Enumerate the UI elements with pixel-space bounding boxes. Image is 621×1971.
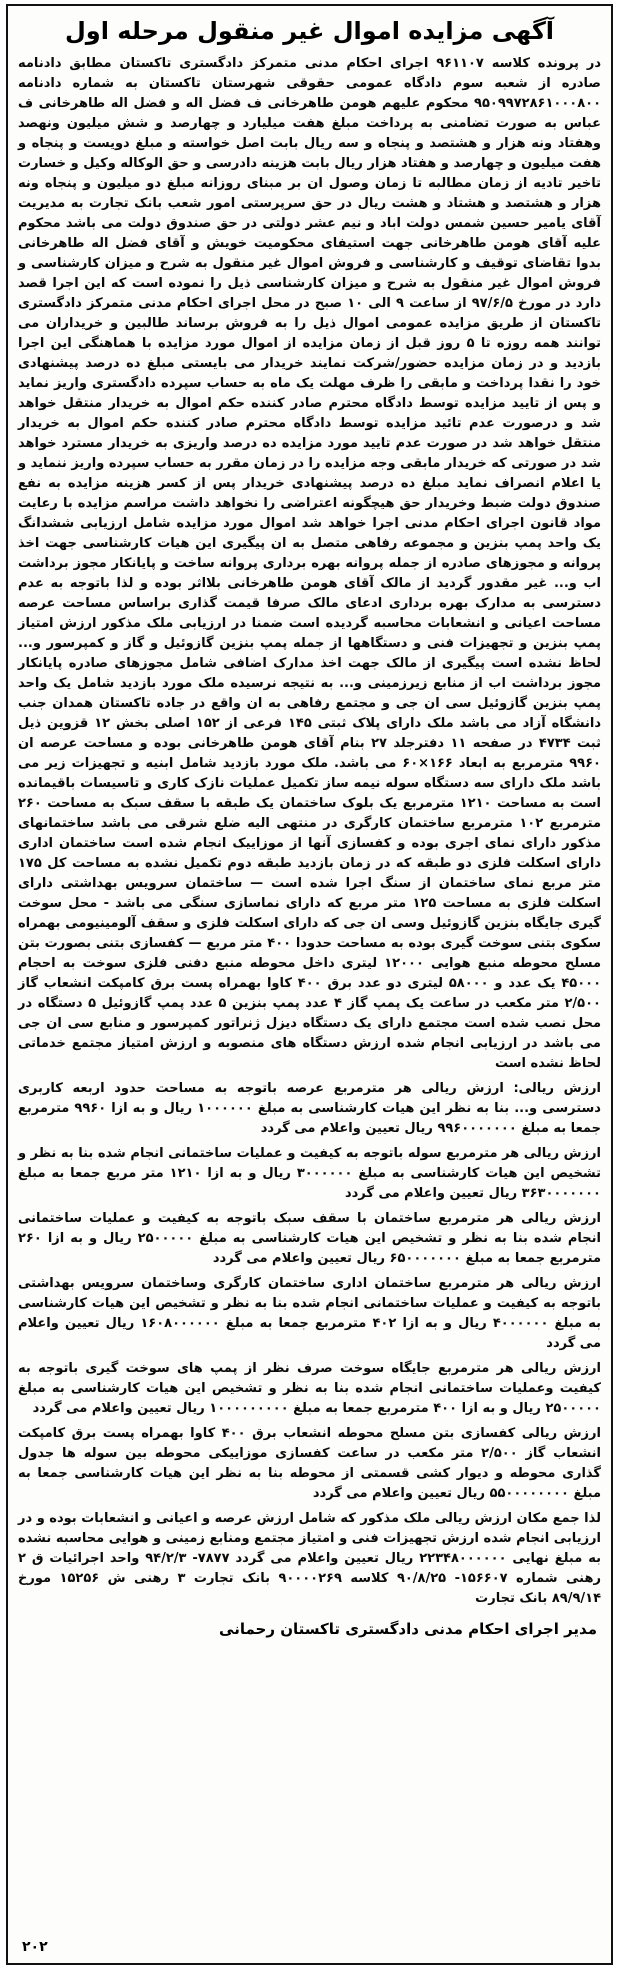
notice-paragraph-intro: در پرونده کلاسه ۹۶۱۱۰۷ اجرای احکام مدنی متمرکز دادگستری تاکستان مطابق دادنامه صادره از شعبه سوم دادگاه عمومی حقوقی شهرستان تاکستان به شماره دادنامه ۹۵۰۹۹۷۲۸۶۱۰۰۰۸۰۰ محکوم علیهم هومن طاهرخانی ف فضل اله و فضل اله طاهرخانی ف عباس به صورت تضامنی به پرداخت مبلغ هفت میلیارد و چهارصد و شش میلیون ونهصد وهفتاد ونه هزار و هشتصد و پنجاه و سه ریال بابت اصل خواسته و مبلغ دویست و پنجاه و هفت میلیون و چهارصد و هفتاد هزار ریال بابت هزینه دادرسی و حق الوکاله وکیل و خسارت تاخیر تادیه از زمان مطالبه تا زمان وصول ان بر مبنای روزانه مبلغ دو میلیون و پنجاه ونه هزار و هشتصد و هشتاد و هشت ریال در حق سرپرستی امور شعب بانک تجارت به مدیریت آقای یامیر حسین شمس دولت اباد و نیم عشر دولتی در حق صندوق دولت می باشد محکوم علیه آقای هومن طاهرخانی جهت استیفای محکومیت خویش و آقای فضل اله طاهرخانی بدوا تقاضای توقیف و کارشناسی و فروش اموال غیر منقول به شرح و میزان کارشناسی و فروش اموال غیر منقول به شرح و میزان کارشناسی ذیل را نموده است که این اجرا قصد دارد در مورخ ۹۷/۶/۵ از ساعت ۹ الی ۱۰ صبح در محل اجرای احکام مدنی متمرکز دادگستری تاکستان از طریق مزایده عمومی اموال ذیل را به فروش برساند طالبین و خریداران می توانند همه روزه تا ۵ روز قبل از زمان مزایده از اموال مورد مزایده با هماهنگی این اجرا بازدید و در زمان مزایده حضور/شرکت نمایند خریدار می بایستی مبلغ ده درصد پیشنهادی خود را نقدا پرداخت و مابقی را ظرف مهلت یک ماه به حساب سپرده دادگستری واریز نماید و پس از تایید مزایده توسط دادگاه محترم صادر کننده حکم اموال به خریدار منتقل خواهد شد و درصورت عدم تائید مزایده توسط دادگاه محترم صادر کننده حکم اموال به خریدار منتقل خواهد شد در صورت عدم تایید مورد مزایده ده درصد واریزی به خریدار مسترد خواهد شد در صورتی که خریدار مابقی وجه مزایده را در زمان مقرر به حساب سپرده واریز ننماید و یا اعلام انصراف نماید مبلغ ده درصد پیشنهادی خریدار پس از کسر هزینه مزایده به نفع صندوق دولت ضبط وخریدار حق هیچگونه اعتراضی را نخواهد داشت مراسم مزایده با رعایت مواد قانون اجرای احکام مدنی اجرا خواهد شد اموال مورد مزایده شامل ارزیابی ششدانگ یک واحد پمپ بنزین و مجموعه رفاهی متصل به ان پیگیری این هیات کارشناسی جهت اخذ پروانه و مجوزهای صادره از جمله پروانه بهره برداری پروانه ساخت و پایانکار مجوز برداشت اب و... غیر مقدور گردید از مالک آقای هومن طاهرخانی بلااثر بوده و لذا باتوجه به عدم دسترسی به مدارک بهره برداری ادعای مالک صرفا قیمت گذاری براساس مساحت عرصه مساحت اعیانی و انشعابات محاسبه گردیده است ضمنا در ارزیابی ملک مذکور ارزش امتیاز پمپ بنزین و تجهیزات فنی و دستگاهها از جمله پمپ بنزین گازوئیل و گاز و کمپرسور و... لحاظ نشده است پیگیری از مالک جهت اخذ مدارک اضافی شامل مجوزهای صادره پایانکار مجوز برداشت اب از منابع زیرزمینی و... به نتیجه نرسیده ملک مورد بازدید شامل یک واحد پمپ بنزین گازوئیل سی ان جی و مجتمع رفاهی به ان واقع در جاده تاکستان همدان جنب دانشگاه آزاد می باشد ملک دارای پلاک ثبتی ۱۴۵ فرعی از ۱۵۲ اصلی بخش ۱۲ قزوین ذیل ثبت ۴۷۳۴ در صفحه ۱۱ دفترجلد ۲۷ بنام آقای هومن طاهرخانی بوده و مساحت عرصه ان ۹۹۶۰ مترمربع به ابعاد ۱۶۶×۶۰ می باشد. ملک مورد بازدید شامل ابنیه و تجهیزات زیر می باشد ملک دارای سه دستگاه سوله نیمه ساز تکمیل عملیات نازک کاری و تاسیسات باقیمانده است به مساحت ۱۲۱۰ مترمربع یک بلوک ساختمان یک طبقه با سقف سبک به مساحت ۲۶۰ مترمربع ۱۰۲ مترمربع ساختمان کارگری در منتهی الیه ضلع شرقی می باشد ساختمانهای مذکور دارای نمای اجری بوده و کفسازی آنها از موزاییک انجام شده است ساختمان اداری دارای اسکلت فلزی دو طبقه که در زمان بازدید طبقه دوم تکمیل نشده به مساحت کل ۱۷۵ متر مربع نمای ساختمان از سنگ اجرا شده است — ساختمان سرویس بهداشتی دارای اسکلت فلزی به مساحت ۱۲۵ متر مربع که دارای نماسازی سنگی می باشد - محل سوخت گیری جایگاه بنزین گازوئیل وسی ان جی که دارای اسکلت فلزی و سقف آلومینیومی بهمراه سکوی بتنی سوخت گیری بوده به مساحت حدودا ۴۰۰ متر مربع — کفسازی بتنی بصورت بتن مسلح محوطه منبع هوایی ۱۲۰۰۰ لیتری داخل محوطه منبع دفنی فلزی سوخت به احجام ۴۵۰۰۰ یک عدد و ۵۸۰۰۰ لیتری دو عدد برق ۴۰۰ کاوا بهمراه پست برق کامپکت انشعاب گاز ۲/۵۰۰ متر مکعب در ساعت یک پمپ گاز ۴ عدد پمپ بنزین ۵ عدد پمپ گازوئیل ۵ دستگاه در محل نصب شده است مجتمع دارای یک دستگاه دیزل ژنراتور کمپرسور و منابع سی ان جی می باشد در ارزیابی انجام شده ارزش دستگاه های منصوبه و ارزش امتیاز مجتمع خدماتی لحاظ نشده است xyxy=(18,56,602,1071)
notice-body xyxy=(8,54,611,1609)
signature-line: مدیر اجرای احکام مدنی دادگستری تاکستان رحمانی xyxy=(219,1620,597,1638)
valuation-office-buildings: ارزش ریالی هر مترمربع ساختمان اداری ساختمان کارگری وساختمان سرویس بهداشتی باتوجه به کیفیت و عملیات ساختمانی انجام شده بنا به نظر و تشخیص این هیات کارشناسی به مبلغ ۴۰۰۰۰۰۰ ریال و به ازا ۴۰۲ مترمربع جمعا به مبلغ ۱۶۰۸۰۰۰۰۰۰ ریال تعیین واعلام می گردد xyxy=(18,1276,602,1351)
valuation-total: لذا جمع مکان ارزش ریالی ملک مذکور که شامل ارزش عرصه و اعیانی و انشعابات بوده و در ارزیابی انجام شده ارزش تجهیزات فنی و امتیاز مجتمع ومنابع زمینی و هوایی محاسبه نشده به مبلغ نهایی ۲۲۳۴۸۰۰۰۰۰۰ ریال تعیین واعلام می گردد ۷۸۷۷- ۹۴/۲/۳ واحد اجرائیات ق ۲ رهنی شماره ۱۵۶۶۰۷- ۹۰/۸/۲۵ کلاسه ۹۰۰۰۰۲۶۹ بانک تجارت ۳ رهنی ش ۱۵۲۵۶ مورخ ۸۹/۹/۱۴ بانک تجارت xyxy=(18,1511,601,1606)
valuation-sheds: ارزش ریالی هر مترمربع سوله باتوجه به کیفیت و عملیات ساختمانی انجام شده بنا به نظر و تشخیص این هیات کارشناسی به مبلغ ۳۰۰۰۰۰۰ ریال و به ازا ۱۲۱۰ متر مربع جمعا به مبلغ ۳۶۳۰۰۰۰۰۰۰ ریال تعیین واعلام می گردد xyxy=(18,1146,601,1201)
valuation-fuel-station: ارزش ریالی هر مترمربع جایگاه سوخت صرف نظر از پمپ های سوخت گیری باتوجه به کیفیت وعملیات ساختمانی انجام شده بنا به نظر و تشخیص این هیات کارشناسی به مبلغ ۲۵۰۰۰۰۰ ریال و به ازا ۴۰۰ مترمربع جمعا به مبلغ ۱۰۰۰۰۰۰۰۰۰ ریال تعیین واعلام می گردد xyxy=(18,1361,601,1416)
page-number: ۲۰۲ xyxy=(22,1939,48,1955)
valuation-flooring-utilities: ارزش ریالی کفسازی بتن مسلح محوطه انشعاب برق ۴۰۰ کاوا بهمراه پست برق کامپکت انشعاب گاز ۲/۵۰۰ متر مکعب در ساعت کفسازی موزاییکی محوطه بین سوله ها جدول گذاری محوطه و دیوار کشی قسمتی از محوطه بنا به نظر این هیات کارشناسی جمعا به مبلغ ۵۵۰۰۰۰۰۰۰۰ ریال تعیین واعلام می گردد xyxy=(18,1426,602,1501)
valuation-land: ارزش ریالی: ارزش ریالی هر مترمربع عرصه باتوجه به مساحت حدود اربعه کاربری دسترسی و... بنا به نظر این هیات کارشناسی به مبلغ ۱۰۰۰۰۰۰ ریال و به ازا ۹۹۶۰ مترمربع جمعا به مبلغ ۹۹۶۰۰۰۰۰۰۰ ریال تعیین واعلام می گردد xyxy=(18,1081,601,1136)
notice-title: آگهی مزایده اموال غیر منقول مرحله اول xyxy=(64,17,554,45)
auction-notice xyxy=(6,4,613,1965)
valuation-light-roof-building: ارزش ریالی هر مترمربع ساختمان با سقف سبک باتوجه به کیفیت و عملیات ساختمانی انجام شده بنا به نظر و تشخیص این هیات کارشناسی به مبلغ ۲۵۰۰۰۰۰ ریال و به ازا ۲۶۰ مترمربع جمعا به مبلغ ۶۵۰۰۰۰۰۰۰ ریال تعیین واعلام می گردد xyxy=(18,1211,602,1266)
